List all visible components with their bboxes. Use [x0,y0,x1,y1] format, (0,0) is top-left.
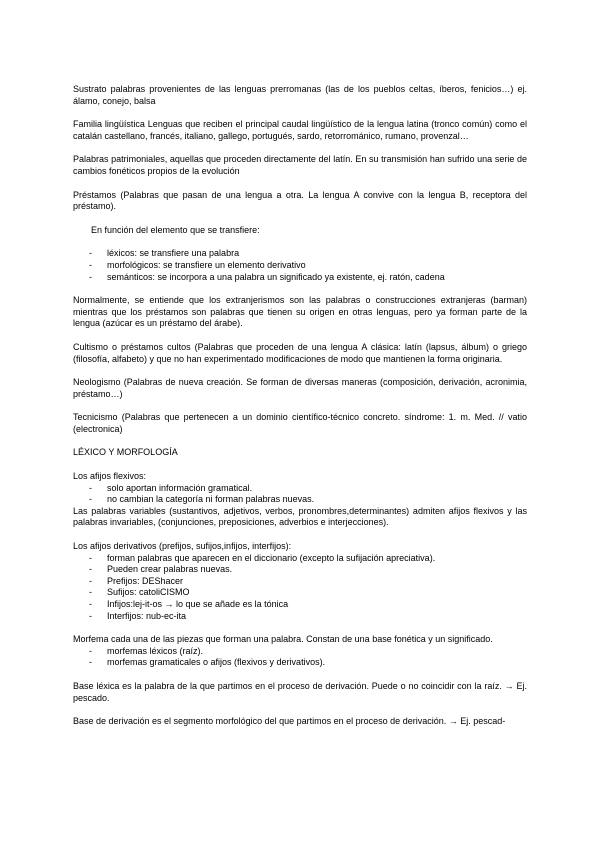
list-tipos-prestamo [73,248,527,283]
sublist-item: - Interfijos: nub-ec-ita [73,611,527,623]
paragraph-afijos-derivativos: Los afijos derivativos (prefijos, sufijos,infijos, interfijos): [73,541,292,552]
paragraph-cultismo: Cultismo o préstamos cultos (Palabras que proceden de una lengua A clásica: latín (lapsus, álbum) o griego (filosofía, alfabeto) y que no han experimentado modificaciones de modo que mantienen la forma originaria. [73,341,527,364]
sublist-item: - Sufijos: catoliCISMO [73,587,527,599]
list-item: - semánticos: se incorpora a una palabra un significado ya existente, ej. ratón, cadena [73,272,527,284]
list-item: - no cambian la categoría ni forman palabras nuevas. [73,494,527,506]
list-item: - morfológicos: se transfiere un elemento derivativo [73,260,527,272]
document-body [73,84,527,740]
list-morfemas [73,646,527,669]
paragraph-palabras-variables: Las palabras variables (sustantivos, adjetivos, verbos, pronombres,determinantes) admiten afijos flexivos y las palabras invariables, (conjunciones, preposiciones, adverbios e interjecciones). [73,505,527,528]
paragraph-sustrato: Sustrato palabras provenientes de las lenguas prerromanas (las de los pueblos celtas, íberos, fenicios…) ej. álamo, conejo, balsa [73,84,527,106]
list-afijos-flexivos [73,483,527,506]
list-item: - solo aportan información gramatical. [73,483,527,495]
paragraph-prestamos: Préstamos (Palabras que pasan de una lengua a otra. La lengua A convive con la lengua B, receptora del préstamo). [73,189,527,212]
paragraph-familia-linguistica: Familia lingüística Lenguas que reciben el principal caudal lingüístico de la lengua latina (tronco común) como el catalán castellano, francés, italiano, gallego, portugués, sardo, retorrománico, rumano, provenzal… [73,119,527,141]
paragraph-en-funcion: En función del elemento que se transfiere: [91,224,260,235]
list-afijos-derivativos [73,553,527,623]
list-tipos-afijo [73,576,527,622]
list-item: - forman palabras que aparecen en el diccionario (excepto la sufijación apreciativa). [73,553,527,565]
paragraph-palabras-patrimoniales: Palabras patrimoniales, aquellas que proceden directamente del latín. En su transmisión han sufrido una serie de cambios fonéticos propios de la evolución [73,154,527,176]
paragraph-tecnicismo: Tecnicismo (Palabras que pertenecen a un dominio científico-técnico concreto. síndrome: 1. m. Med. // vatio (electronica) [73,412,527,434]
list-item: - morfemas gramaticales o afijos (flexivos y derivativos). [73,657,527,669]
paragraph-base-derivacion: Base de derivación es el segmento morfológico del que partimos en el proceso de derivación. → Ej. pescad- [73,716,506,727]
sublist-item: - Prefijos: DEShacer [73,576,527,588]
sublist-item: - Infijos:lej-it-os → lo que se añade es la tónica [73,599,527,611]
paragraph-afijos-flexivos: Los afijos flexivos: [73,471,147,482]
paragraph-base-lexica: Base léxica es la palabra de la que partimos en el proceso de derivación. Puede o no coincidir con la raíz. → Ej. pescado. [73,680,527,703]
list-item: - morfemas léxicos (raíz). [73,646,527,658]
paragraph-morfema: Morfema cada una de las piezas que forman una palabra. Constan de una base fonética y un significado. [73,634,493,645]
section-heading-lexico-morfologia: LÉXICO Y MORFOLOGÍA [73,447,178,458]
paragraph-normalmente: Normalmente, se entiende que los extranjerismos son las palabras o construcciones extranjeras (barman) mientras que los préstamos son palabras que tienen su origen en otras lenguas, pero ya forman parte de la lengua (azúcar es un préstamo del árabe). [73,295,527,329]
paragraph-neologismo: Neologismo (Palabras de nueva creación. Se forman de diversas maneras (composición, derivación, acronimia, préstamo…) [73,377,527,399]
list-item [73,564,527,622]
list-item-text: Pueden crear palabras nuevas. [107,564,233,575]
list-item: - léxicos: se transfiere una palabra [73,248,527,260]
